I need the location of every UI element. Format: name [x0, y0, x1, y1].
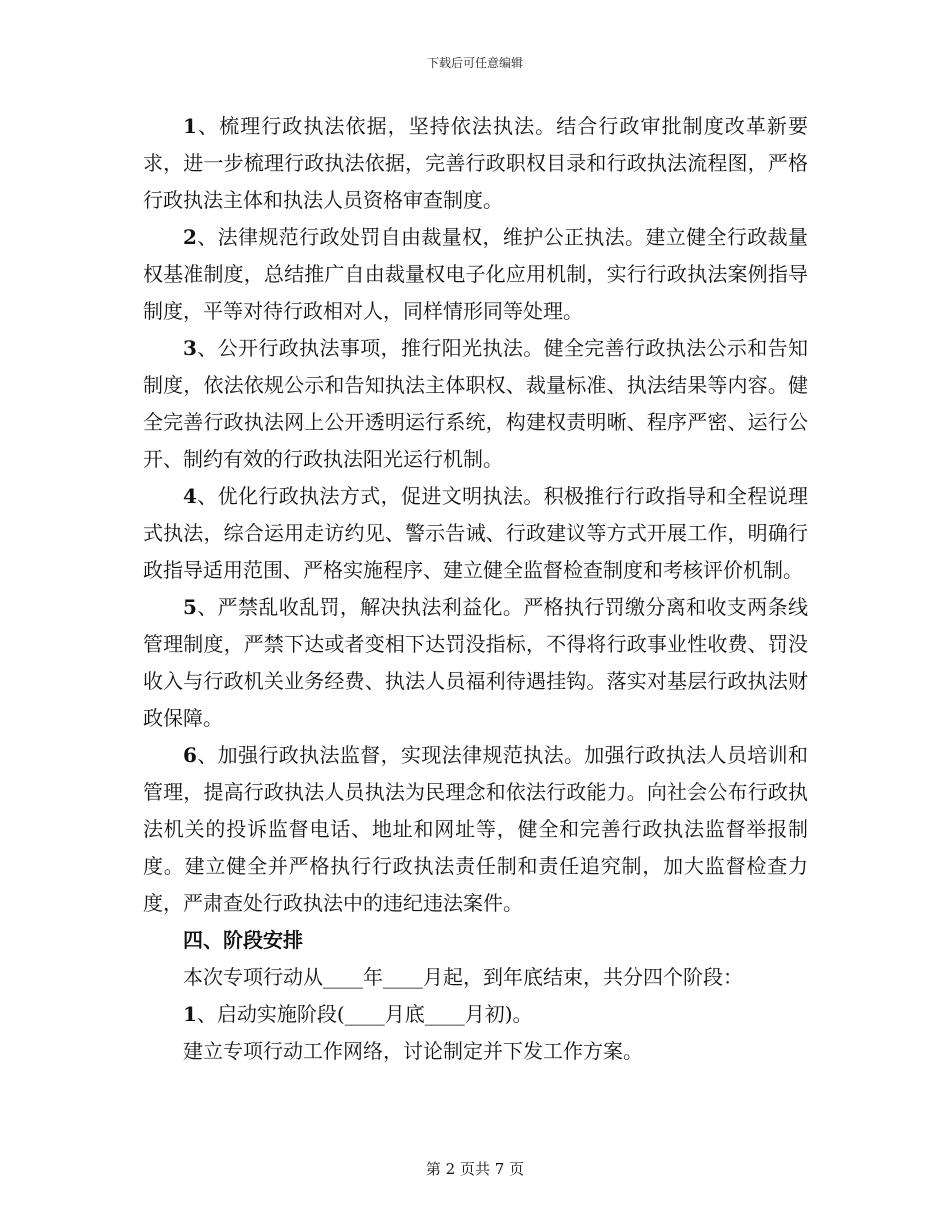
- stage1-title: [143, 996, 808, 1033]
- item-number: 3: [183, 336, 197, 360]
- item-number: 6: [183, 743, 197, 767]
- paragraph-text: 、公开行政执法事项，推行阳光执法。健全完善行政执法公示和告知制度，依法依规公示和告知执法主体职权、裁量标准、执法结果等内容。健全完善行政执法网上公开透明运行系统，构建权责明晰、程序严密、运行公开、制约有效的行政执法阳光运行机制。: [143, 336, 808, 471]
- paragraph-text: 、加强行政执法监督，实现法律规范执法。加强行政执法人员培训和管理，提高行政执法人员执法为民理念和依法行政能力。向社会公布行政执法机关的投诉监督电话、地址和网址等，健全和完善行政执法监督举报制度。建立健全并严格执行行政执法责任制和责任追究制，加大监督检查力度，严肃查处行政执法中的违纪违法案件。: [143, 743, 808, 915]
- paragraph-1: [143, 108, 808, 219]
- paragraph-2: [143, 219, 808, 330]
- paragraph-3: [143, 330, 808, 478]
- paragraph-text: 、严禁乱收乱罚，解决执法利益化。严格执行罚缴分离和收支两条线管理制度，严禁下达或者变相下达罚没指标，不得将行政事业性收费、罚没收入与行政机关业务经费、执法人员福利待遇挂钩。落实对基层行政执法财政保障。: [143, 595, 808, 730]
- page-footer: 第 2 页共 7 页: [425, 1160, 525, 1178]
- stage1-title-text: 、启动实施阶段(____月底____月初)。: [196, 1002, 533, 1026]
- paragraph-text: 、梳理行政执法依据，坚持依法执法。结合行政审批制度改革新要求，进一步梳理行政执法依据，完善行政职权目录和行政执法流程图，严格行政执法主体和执法人员资格审查制度。: [143, 114, 808, 212]
- stage-intro: 本次专项行动从____年____月起，到年底结束，共分四个阶段：: [183, 965, 743, 989]
- page-header: 下载后可任意编辑: [426, 56, 523, 70]
- paragraph-4: [143, 478, 808, 589]
- item-number: 5: [183, 595, 197, 619]
- paragraph-5: [143, 589, 808, 737]
- paragraph-text: 、法律规范行政处罚自由裁量权，维护公正执法。建立健全行政裁量权基准制度，总结推广自由裁量权电子化应用机制，实行行政执法案例指导制度，平等对待行政相对人，同样情形同等处理。: [143, 225, 808, 323]
- item-number: 1: [183, 114, 197, 138]
- item-number: 1: [183, 1002, 197, 1026]
- document-body: [143, 108, 808, 1070]
- item-number: 4: [183, 484, 197, 508]
- paragraph-6: [143, 737, 808, 922]
- paragraph-text: 、优化行政执法方式，促进文明执法。积极推行行政指导和全程说理式执法，综合运用走访约见、警示告诫、行政建议等方式开展工作，明确行政指导适用范围、严格实施程序、建立健全监督检查制度和考核评价机制。: [143, 484, 808, 582]
- section-heading: 四、阶段安排: [183, 928, 303, 952]
- stage1-text: 建立专项行动工作网络，讨论制定并下发工作方案。: [183, 1039, 643, 1063]
- item-number: 2: [183, 225, 197, 249]
